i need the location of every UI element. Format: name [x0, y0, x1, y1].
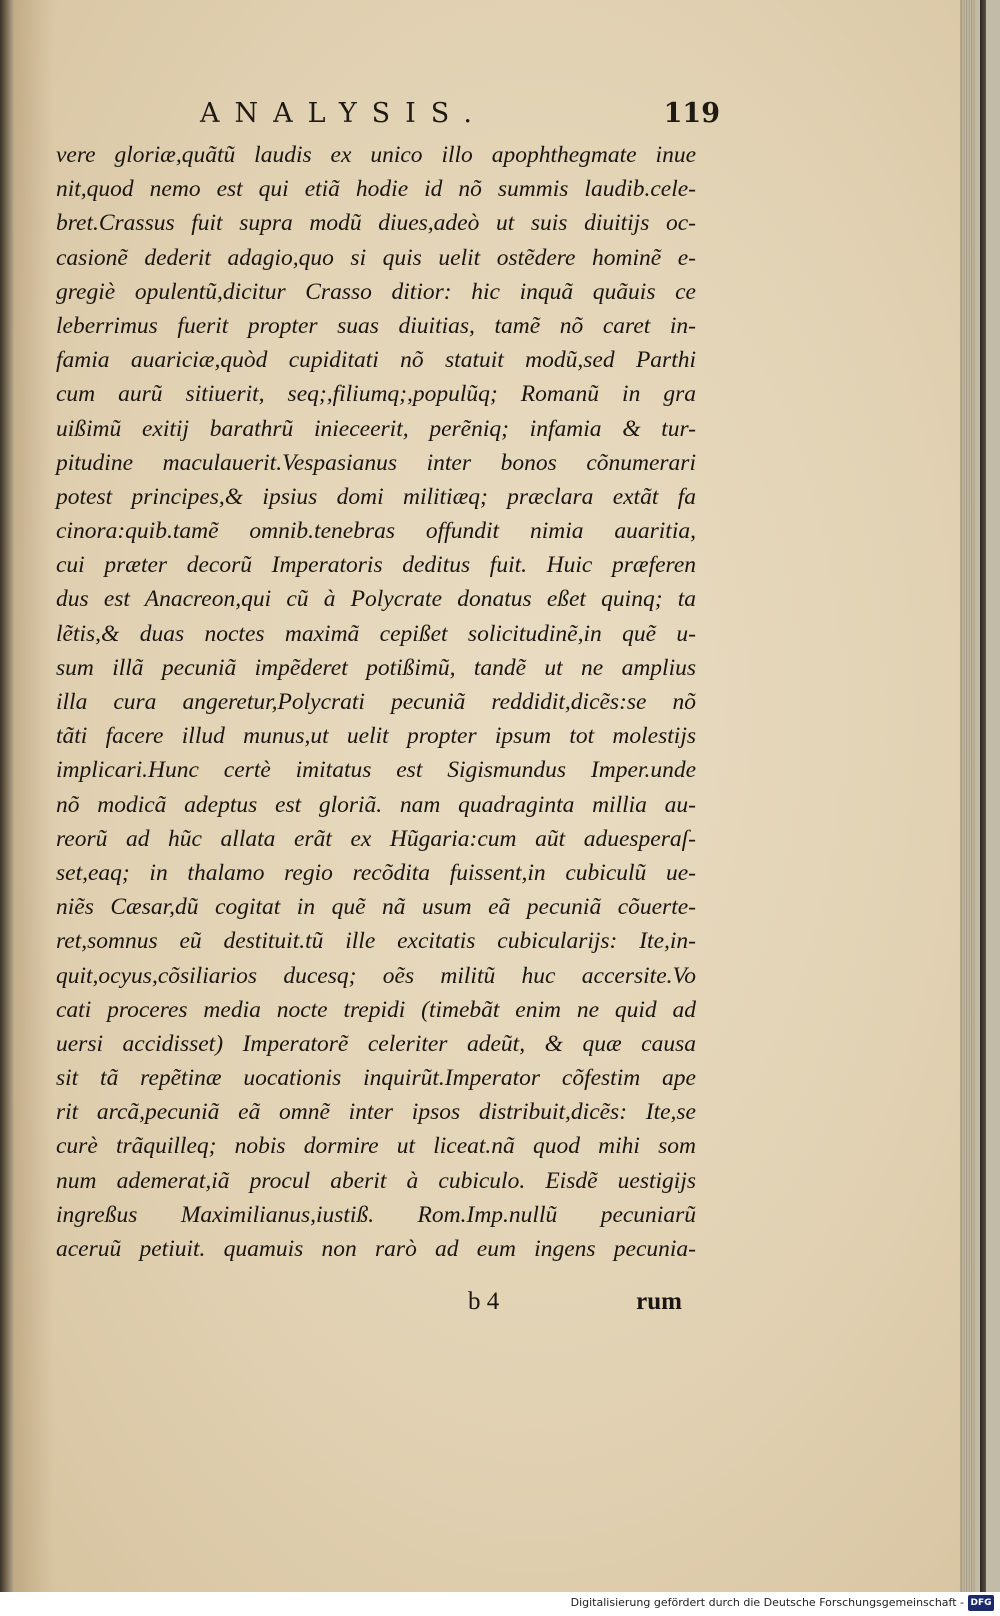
text-line: dus est Anacreon,qui cũ à Polycrate donatus eßet quinq; ta — [56, 586, 696, 613]
catch-row — [456, 1288, 688, 1324]
text-line: uersi accidisset) Imperatorẽ celeriter adeũt, & quæ causa — [56, 1030, 696, 1057]
text-line: famia auariciæ,quòd cupiditati nõ statuit modũ,sed Parthi — [56, 347, 696, 374]
running-title: ANALYSIS. — [200, 98, 487, 129]
page-number: 119 — [663, 98, 720, 129]
text-line: sum illã pecuniã impẽderet potißimũ, tandẽ ut ne amplius — [56, 654, 696, 681]
text-line: reorũ ad hũc allata erãt ex Hũgaria:cum aũt aduesperaſ- — [56, 825, 696, 852]
text-line: lẽtis,& duas noctes maximã cepißet solicitudinẽ,in quẽ u- — [56, 620, 696, 647]
text-line: quit,ocyus,cõsiliarios ducesq; oẽs militũ huc accersite.Vo — [56, 962, 696, 989]
text-line: nit,quod nemo est qui etiã hodie id nõ summis laudib.cele- — [56, 176, 696, 203]
text-line: casionẽ dederit adagio,quo si quis uelit ostẽdere hominẽ e- — [56, 244, 696, 271]
catchword: rum — [636, 1288, 682, 1315]
text-line: cati proceres media nocte trepidi (timebãt enim ne quid ad — [56, 996, 696, 1023]
signature-mark: b 4 — [468, 1288, 500, 1315]
text-line: tãti facere illud munus,ut uelit propter ipsum tot molestijs — [56, 723, 696, 750]
text-line: vere gloriæ,quãtũ laudis ex unico illo apophthegmate inue — [56, 142, 696, 168]
text-line: cum aurũ sitiuerit, seq;,filiumq;,populũq; Romanũ in gra — [56, 381, 696, 408]
body-text — [56, 138, 696, 1266]
book-cover-edge — [976, 0, 1000, 1592]
text-line: num ademerat,iã procul aberit à cubiculo. Eisdẽ uestigijs — [56, 1167, 696, 1194]
text-line: sit tã repẽtinæ uocationis inquirũt.Imperator cõfestim ape — [56, 1065, 696, 1092]
text-line: nõ modicã adeptus est gloriã. nam quadraginta millia au- — [56, 791, 696, 818]
text-line: niẽs Cæsar,dũ cogitat in quẽ nã usum eã pecuniã cõuerte- — [56, 894, 696, 921]
dfg-logo-icon: DFG — [968, 1595, 994, 1611]
text-line: ret,somnus eũ destituit.tũ ille excitatis cubicularijs: Ite,in- — [56, 928, 696, 955]
binding-gutter — [0, 0, 14, 1592]
text-line: gregiè opulentũ,dicitur Crasso ditior: hic inquã quãuis ce — [56, 278, 696, 305]
text-line: rit arcã,pecuniã eã omnẽ inter ipsos distribuit,dicẽs: Ite,se — [56, 1099, 696, 1126]
text-line: set,eaq; in thalamo regio recõdita fuissent,in cubiculũ ue- — [56, 859, 696, 886]
text-line: leberrimus fuerit propter suas diuitias, tamẽ nõ caret in- — [56, 312, 696, 339]
text-line: ingreßus Maximilianus,iustiß. Rom.Imp.nullũ pecuniarũ — [56, 1201, 696, 1228]
text-line: aceruũ petiuit. quamuis non rarò ad eum ingens pecunia- — [56, 1236, 696, 1262]
text-line: pitudine maculauerit.Vespasianus inter bonos cõnumerari — [56, 449, 696, 476]
text-line: cinora:quib.tamẽ omnib.tenebras offundit nimia auaritia, — [56, 518, 696, 545]
text-line: implicari.Hunc certè imitatus est Sigismundus Imper.unde — [56, 757, 696, 784]
digitization-footer — [0, 1592, 1000, 1616]
page-fore-edge — [961, 0, 976, 1592]
text-line: potest principes,& ipsius domi militiæq; præclara extãt fa — [56, 483, 696, 510]
text-line: curè trãquilleq; nobis dormire ut liceat.nã quod mihi som — [56, 1133, 696, 1160]
text-line: illa cura angeretur,Polycrati pecuniã reddidit,dicẽs:se nõ — [56, 689, 696, 715]
footer-credit: Digitalisierung gefördert durch die Deutsche Forschungsgemeinschaft - — [570, 1596, 964, 1609]
text-line: bret.Crassus fuit supra modũ diues,adeò ut suis diuitijs oc- — [56, 210, 696, 237]
text-line: uißimũ exitij barathrũ inieceerit, perẽniq; infamia & tur- — [56, 415, 696, 442]
running-head — [200, 98, 720, 138]
text-line: cui præter decorũ Imperatoris deditus fuit. Huic præferen — [56, 552, 696, 579]
